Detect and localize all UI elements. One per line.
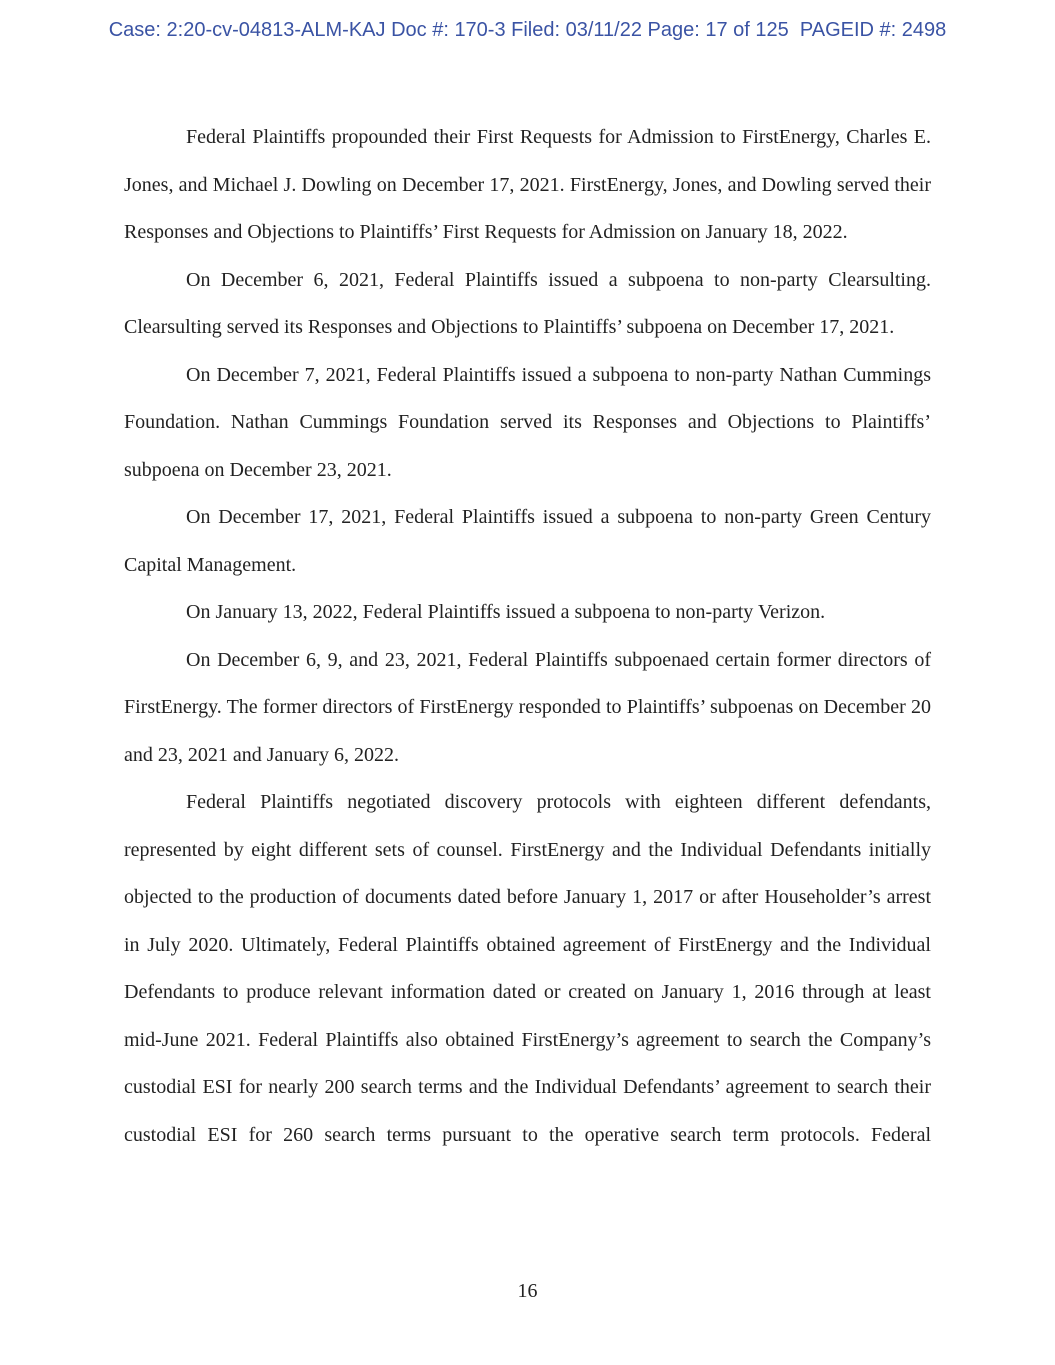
paragraph-nathan-cummings-subpoena: On December 7, 2021, Federal Plaintiffs issued a subpoena to non-party Nathan Cummings Foundation. Nathan Cummings Foundation served its Responses and Objections to Plaintiffs’ subpoena on December 23, 2021. [124, 363, 931, 481]
paragraph-discovery-protocols: Federal Plaintiffs negotiated discovery protocols with eighteen different defendants, represented by eight different sets of counsel. FirstEnergy and the Individual Defendants initially objected to the production of documents dated before January 1, 2017 or after Householder’s arrest in July 2020. Ultimately, Federal Plaintiffs obtained agreement of FirstEnergy and the Individual Defendants to produce relevant information dated or created on January 1, 2016 through at least mid-June 2021. Federal Plaintiffs also obtained FirstEnergy’s agreement to search the Company’s custodial ESI for nearly 200 search terms and the Individual Defendants’ agreement to search their custodial ESI for 260 search terms pursuant to the operative search term protocols. Federal [124, 791, 931, 1146]
case-header: Case: 2:20-cv-04813-ALM-KAJ Doc #: 170-3 Filed: 03/11/22 Page: 17 of 125 PAGEID #: 2498 [108, 19, 947, 41]
paragraph-verizon-subpoena: On January 13, 2022, Federal Plaintiffs issued a subpoena to non-party Verizon. [186, 601, 826, 623]
page-number: 16 [517, 1280, 538, 1302]
paragraph-green-century-subpoena: On December 17, 2021, Federal Plaintiffs issued a subpoena to non-party Green Century Capital Management. [124, 506, 931, 576]
paragraph-clearsulting-subpoena: On December 6, 2021, Federal Plaintiffs issued a subpoena to non-party Clearsulting. Clearsulting served its Responses and Objections to Plaintiffs’ subpoena on December 17, 2021. [124, 268, 931, 338]
paragraph-requests-for-admission: Federal Plaintiffs propounded their First Requests for Admission to FirstEnergy, Charles E. Jones, and Michael J. Dowling on December 17, 2021. FirstEnergy, Jones, and Dowling served their Responses and Objections to Plaintiffs’ First Requests for Admission on January 18, 2022. [124, 126, 931, 243]
document-body [124, 114, 931, 1159]
paragraph-former-directors-subpoena: On December 6, 9, and 23, 2021, Federal Plaintiffs subpoenaed certain former directors of FirstEnergy. The former directors of FirstEnergy responded to Plaintiffs’ subpoenas on December 20 and 23, 2021 and January 6, 2022. [124, 648, 931, 766]
